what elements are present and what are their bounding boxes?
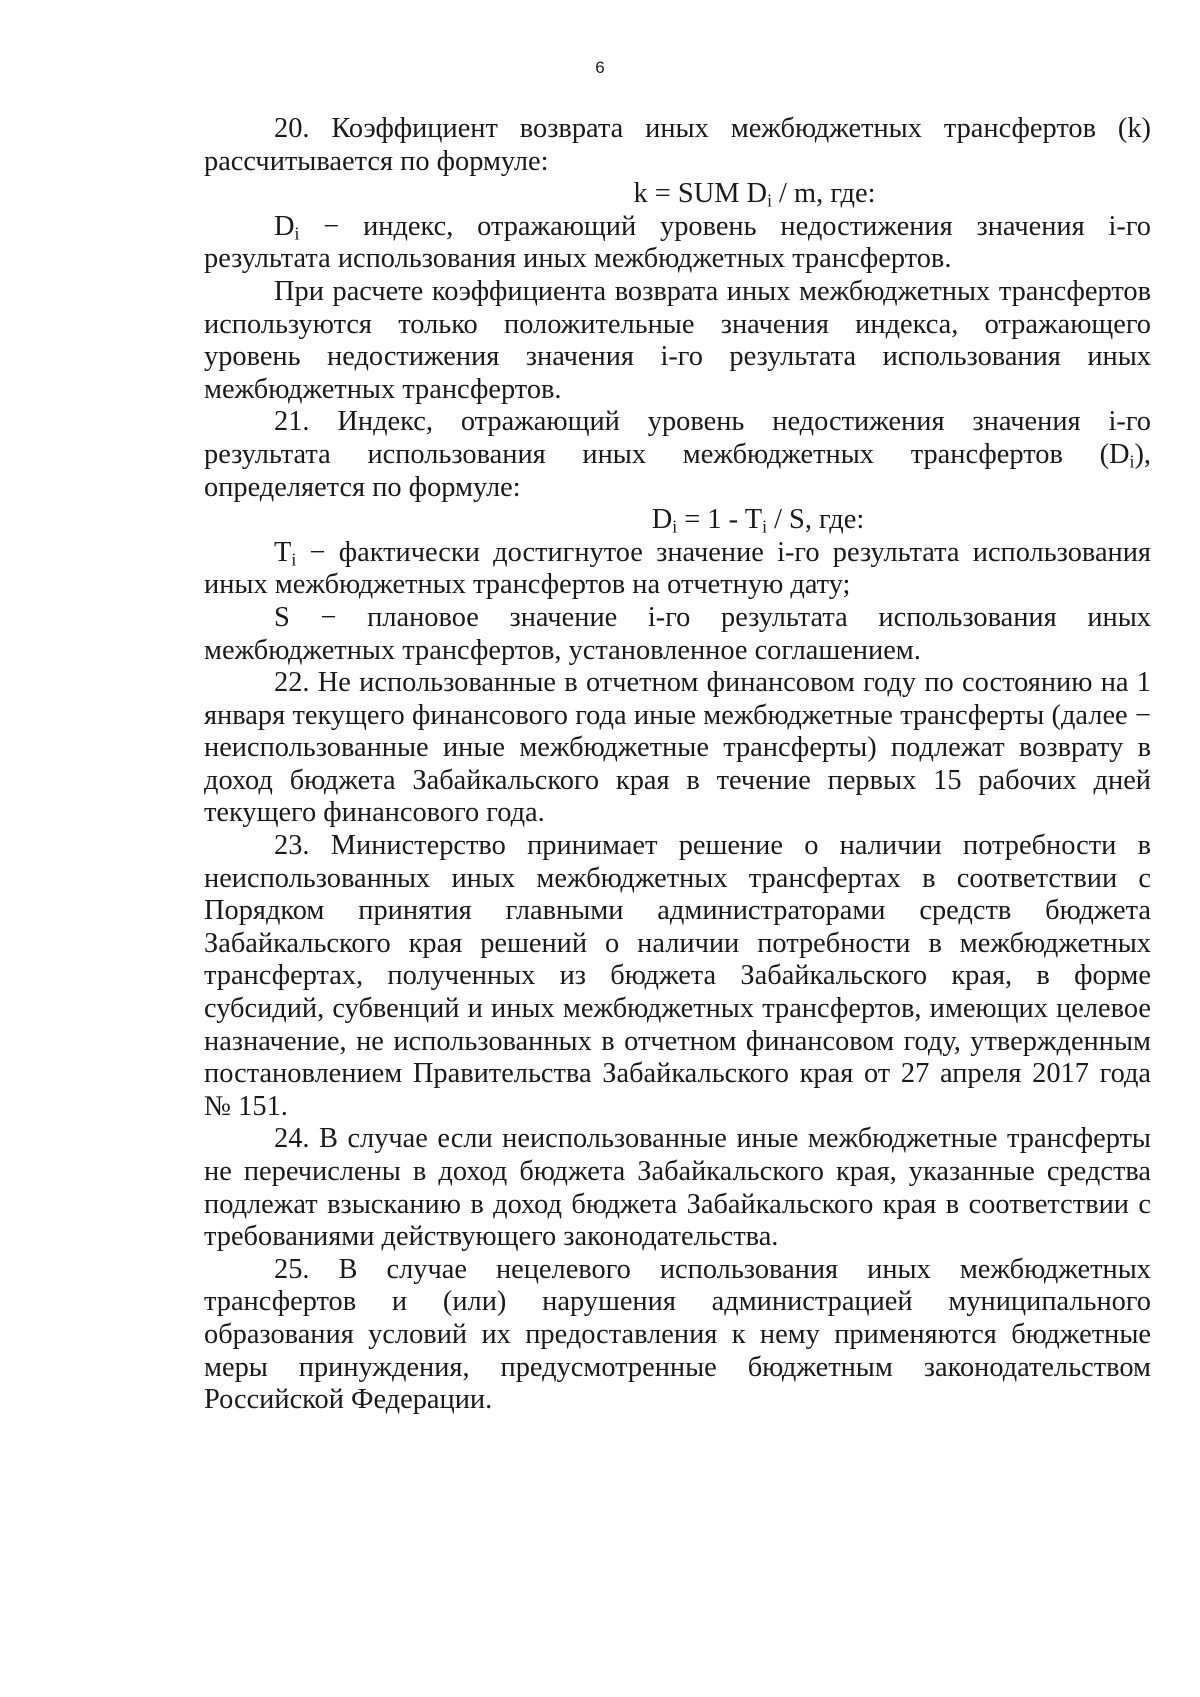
paragraph-24: 24. В случае если неиспользованные иные межбюджетные трансферты не перечислены в доход бюджета Забайкальского края, указанные средства подлежат взысканию в доход бюджета Забайкальского края в соответствии с требованиями действующего законодательства. — [204, 1123, 1151, 1253]
paragraph-22: 22. Не использованные в отчетном финансовом году по состоянию на 1 января текущего финансового года иные межбюджетные трансферты (далее − неиспользованные иные межбюджетные трансферты) подлежат возврату в доход бюджета Забайкальского края в течение первых 15 рабочих дней текущего финансового года. — [204, 667, 1151, 829]
paragraph-20: 20. Коэффициент возврата иных межбюджетных трансфертов (k) рассчитывается по формуле: — [204, 113, 1151, 177]
formula-k-lhs: k = SUM D — [633, 178, 768, 210]
definition-ti-text: − фактически достигнутое значение i-го результата использования иных межбюджетных трансфертов на отчетную дату; — [204, 536, 1151, 601]
formula-k-subscript: i — [767, 190, 772, 211]
definition-di-text: − индекс, отражающий уровень недостижения значения i-го результата использования иных межбюджетных трансфертов. — [204, 210, 1151, 275]
formula-d-part-a: D — [651, 504, 673, 536]
definition-ti-subscript: i — [291, 549, 297, 570]
paragraph-25: 25. В случае нецелевого использования иных межбюджетных трансфертов и (или) нарушения администрацией муниципального образования условий их предоставления к нему применяются бюджетные меры принуждения, предусмотренные бюджетным законодательством Российской Федерации. — [204, 1253, 1151, 1416]
definition-di-symbol: D — [274, 210, 295, 242]
paragraph-21-subscript: i — [1129, 451, 1135, 472]
paragraph-positive-values: При расчете коэффициента возврата иных межбюджетных трансфертов используются только положительные значения индекса, отражающего уровень недостижения значения i-го результата использования иных межбюджетных трансфертов. — [204, 275, 1151, 405]
paragraph-21-tail: ), определяется по формуле: — [204, 438, 1151, 503]
definition-ti — [204, 537, 1151, 602]
definition-di — [204, 211, 1151, 276]
paragraph-21 — [204, 406, 1151, 504]
paragraph-23: 23. Министерство принимает решение о наличии потребности в неиспользованных иных межбюджетных трансфертах в соответствии с Порядком принятия главными администраторами средств бюджета Забайкальского края решений о наличии потребности в межбюджетных трансфертах, полученных из бюджета Забайкальского края, в форме субсидий, субвенций и иных межбюджетных трансфертов, имеющих целевое назначение, не использованных в отчетном финансовом году, утвержденным постановлением Правительства Забайкальского края от 27 апреля 2017 года № 151. — [204, 830, 1151, 1122]
definition-di-subscript: i — [294, 223, 300, 244]
formula-d-part-c: / S, где: — [766, 504, 865, 536]
formula-d-subscript-a: i — [672, 516, 678, 537]
formula-k-rhs: / m, где: — [771, 178, 876, 210]
definition-s: S − плановое значение i-го результата использования иных межбюджетных трансфертов, установленное соглашением. — [204, 601, 1151, 666]
page-number: 6 — [595, 58, 605, 77]
formula-d-part-b: = 1 - T — [677, 504, 763, 536]
paragraph-21-text: 21. Индекс, отражающий уровень недостижения значения i-го результата использования иных межбюджетных трансфертов (D — [204, 406, 1151, 470]
formula-d — [204, 504, 1151, 537]
formula-k — [204, 178, 1151, 211]
definition-ti-symbol: T — [274, 536, 292, 568]
formula-d-subscript-b: i — [762, 516, 767, 537]
document-body — [204, 113, 1151, 1417]
